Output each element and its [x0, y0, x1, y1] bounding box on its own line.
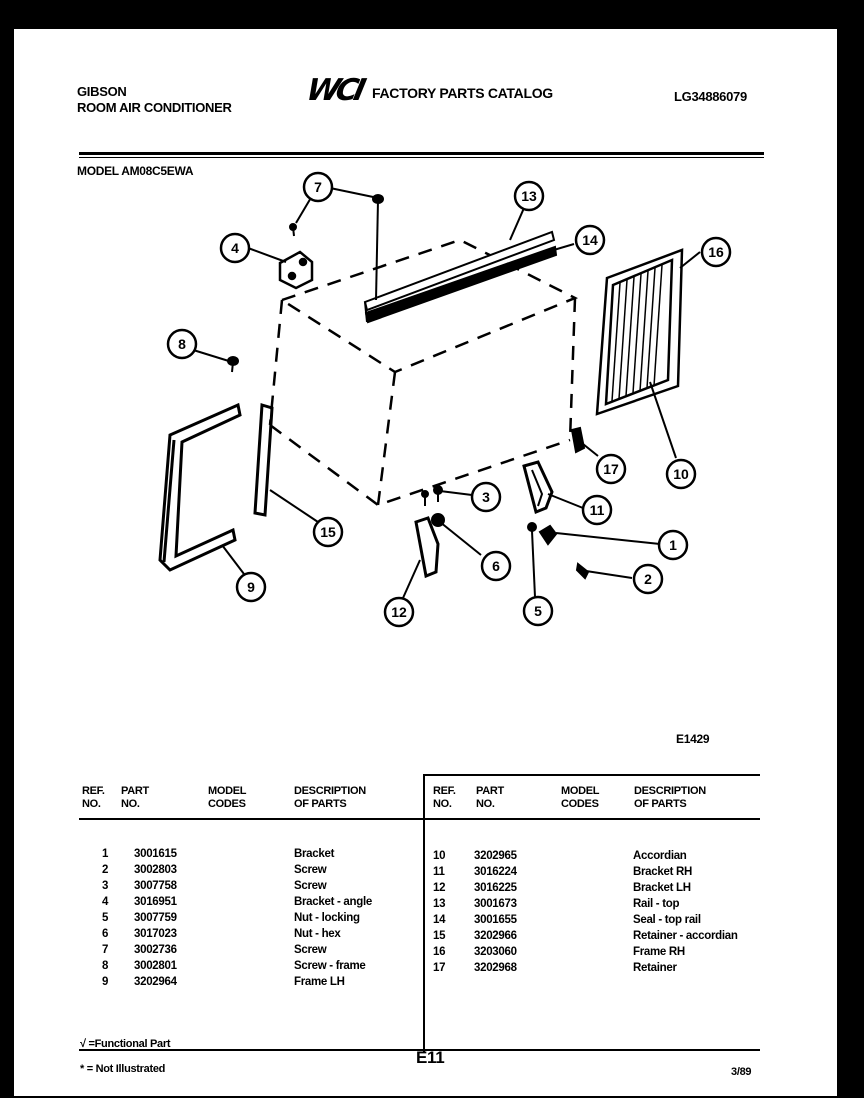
brand-name: GIBSON — [77, 84, 127, 99]
right-desc-column — [633, 848, 738, 976]
table-cell-desc: Bracket - angle — [294, 896, 372, 908]
table-cell-ref: 7 — [102, 944, 109, 956]
table-cell-desc: Bracket LH — [633, 882, 691, 894]
table-cell-desc: Retainer - accordian — [633, 930, 738, 942]
table-cell-part: 3016224 — [474, 866, 517, 878]
drawing-code: E1429 — [676, 732, 710, 746]
table-cell-ref: 10 — [433, 850, 446, 862]
table-cell-ref: 11 — [433, 866, 445, 878]
callout-12 — [385, 598, 413, 626]
callout-14 — [576, 226, 604, 254]
table-cell-part: 3202964 — [134, 976, 177, 988]
callout-13 — [515, 182, 543, 210]
table-cell-desc: Screw — [294, 880, 327, 892]
table-cell-ref: 9 — [102, 976, 109, 988]
table-cell-desc: Screw — [294, 864, 327, 876]
table-cell-part: 3002801 — [134, 960, 177, 972]
table-cell-desc: Frame RH — [633, 946, 685, 958]
svg-text:11: 11 — [589, 502, 605, 518]
catalog-page — [14, 29, 837, 1096]
table-cell-part: 3202966 — [474, 930, 517, 942]
svg-text:5: 5 — [534, 603, 542, 619]
table-cell-ref: 13 — [433, 898, 446, 910]
svg-text:6: 6 — [492, 558, 500, 574]
table-cell-desc: Rail - top — [633, 898, 680, 910]
callout-7 — [304, 173, 332, 201]
table-cell-desc: Bracket RH — [633, 866, 692, 878]
left-desc-column — [294, 846, 372, 990]
right-ref-column — [433, 848, 445, 976]
header-description-right: DESCRIPTION OF PARTS — [634, 785, 706, 810]
header-description: DESCRIPTION OF PARTS — [294, 785, 366, 810]
revision-date: 3/89 — [731, 1066, 752, 1078]
callout-8 — [168, 330, 196, 358]
exploded-parts-diagram — [14, 29, 837, 729]
table-cell-ref: 5 — [102, 912, 109, 924]
callout-15 — [314, 518, 342, 546]
svg-text:1: 1 — [669, 537, 677, 553]
table-cell-desc: Accordian — [633, 850, 687, 862]
table-cell-desc: Bracket — [294, 848, 335, 860]
svg-text:9: 9 — [247, 579, 255, 595]
table-cell-ref: 3 — [102, 880, 109, 892]
callout-17 — [597, 455, 625, 483]
table-cell-ref: 4 — [102, 896, 109, 908]
table-cell-ref: 16 — [433, 946, 446, 958]
svg-text:7: 7 — [314, 179, 322, 195]
product-name: ROOM AIR CONDITIONER — [77, 100, 232, 115]
callout-16 — [702, 238, 730, 266]
table-cell-part: 3001655 — [474, 914, 517, 926]
callout-11 — [583, 496, 611, 524]
svg-text:14: 14 — [582, 232, 598, 248]
header-model-codes: MODEL CODES — [208, 785, 247, 810]
svg-text:15: 15 — [320, 524, 336, 540]
header-ref-no: REF. NO. — [82, 785, 105, 810]
table-cell-desc: Seal - top rail — [633, 914, 701, 926]
table-cell-desc: Frame LH — [294, 976, 345, 988]
table-cell-desc: Screw - frame — [294, 960, 366, 972]
svg-text:4: 4 — [231, 240, 239, 256]
svg-text:2: 2 — [644, 571, 652, 587]
page-number: E11 — [416, 1048, 445, 1067]
table-column-divider — [423, 774, 425, 1052]
table-cell-ref: 6 — [102, 928, 109, 940]
svg-text:13: 13 — [521, 188, 537, 204]
wci-logo: WCI — [303, 73, 366, 108]
callout-10 — [667, 460, 695, 488]
table-cell-desc: Nut - locking — [294, 912, 360, 924]
header-ref-no-right: REF. NO. — [433, 785, 456, 810]
table-cell-part: 3016951 — [134, 896, 177, 908]
catalog-number: LG34886079 — [674, 89, 747, 104]
table-cell-ref: 12 — [433, 882, 446, 894]
left-ref-column — [102, 846, 108, 990]
table-cell-part: 3202965 — [474, 850, 517, 862]
table-rule-top — [424, 774, 760, 776]
svg-text:12: 12 — [391, 604, 407, 620]
callout-5 — [524, 597, 552, 625]
legend-functional-part: √ =Functional Part — [80, 1038, 171, 1050]
table-cell-ref: 15 — [433, 930, 446, 942]
table-cell-part: 3202968 — [474, 962, 517, 974]
table-header-rule — [79, 818, 760, 820]
right-part-column — [474, 848, 517, 976]
table-cell-part: 3203060 — [474, 946, 517, 958]
table-cell-part: 3002803 — [134, 864, 177, 876]
callout-4 — [221, 234, 249, 262]
svg-text:3: 3 — [482, 489, 490, 505]
svg-text:17: 17 — [603, 461, 619, 477]
table-cell-ref: 17 — [433, 962, 446, 974]
table-cell-part: 3001615 — [134, 848, 177, 860]
legend-not-illustrated: * = Not Illustrated — [80, 1063, 166, 1075]
table-cell-part: 3002736 — [134, 944, 177, 956]
table-cell-part: 3001673 — [474, 898, 517, 910]
table-cell-ref: 2 — [102, 864, 109, 876]
table-cell-ref: 14 — [433, 914, 446, 926]
table-cell-part: 3007759 — [134, 912, 177, 924]
table-cell-desc: Nut - hex — [294, 928, 341, 940]
table-cell-ref: 1 — [102, 848, 109, 860]
svg-text:8: 8 — [178, 336, 186, 352]
header-part-no-right: PART NO. — [476, 785, 504, 810]
callout-2 — [634, 565, 662, 593]
svg-text:16: 16 — [708, 244, 724, 260]
table-cell-desc: Screw — [294, 944, 327, 956]
table-cell-part: 3007758 — [134, 880, 177, 892]
model-label: MODEL AM08C5EWA — [77, 164, 194, 178]
svg-text:10: 10 — [673, 466, 689, 482]
catalog-title: FACTORY PARTS CATALOG — [372, 85, 553, 101]
callout-1 — [659, 531, 687, 559]
table-cell-desc: Retainer — [633, 962, 677, 974]
header-part-no: PART NO. — [121, 785, 149, 810]
table-cell-part: 3016225 — [474, 882, 517, 894]
header-model-codes-right: MODEL CODES — [561, 785, 600, 810]
table-cell-ref: 8 — [102, 960, 109, 972]
callout-3 — [472, 483, 500, 511]
callout-9 — [237, 573, 265, 601]
callout-6 — [482, 552, 510, 580]
table-cell-part: 3017023 — [134, 928, 177, 940]
left-part-column — [134, 846, 177, 990]
